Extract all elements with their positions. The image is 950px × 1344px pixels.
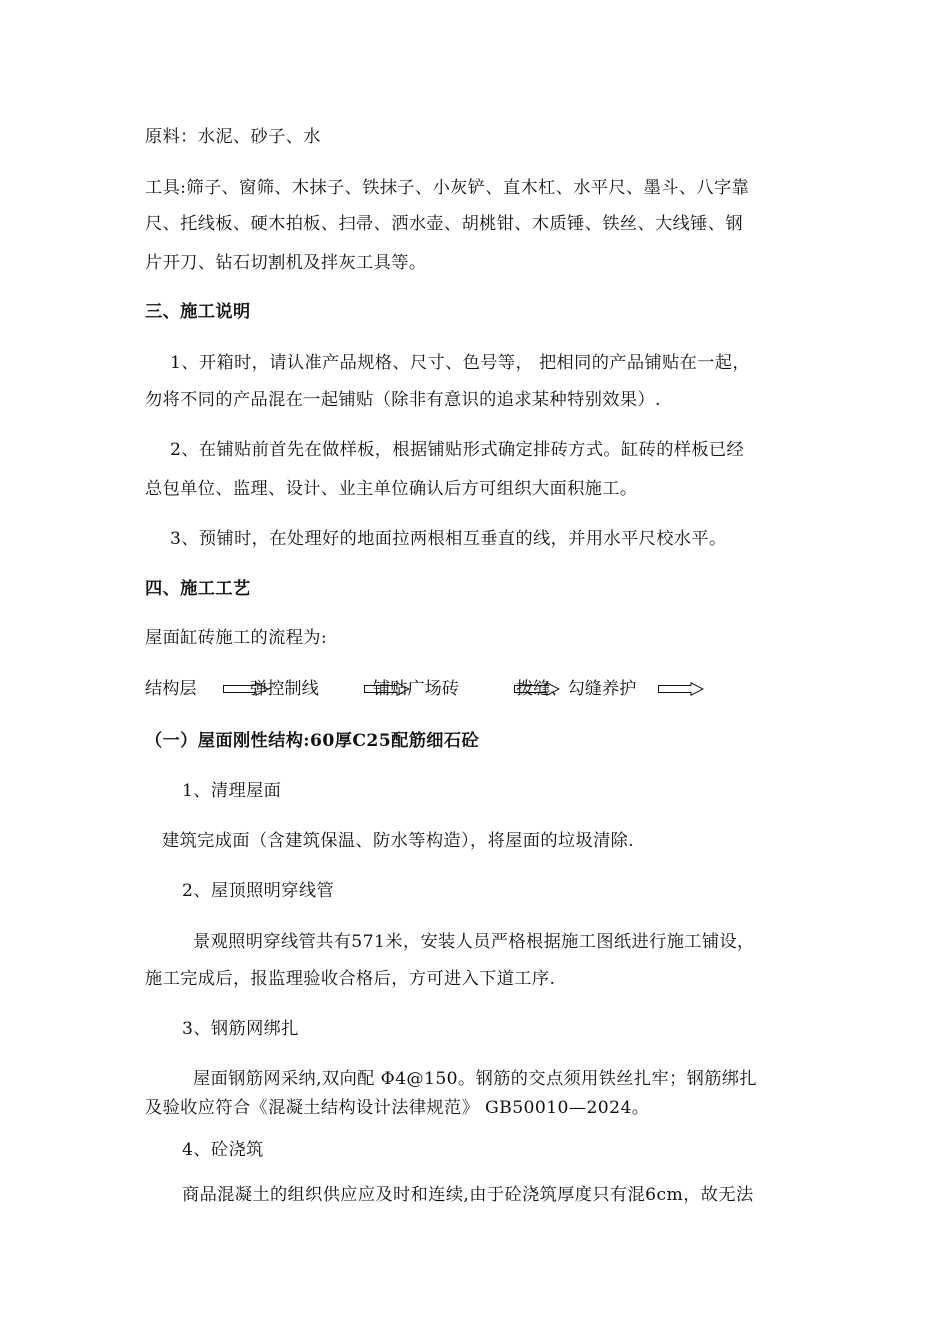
flow-step-lay-tiles: 铺贴广场砖 <box>373 679 459 699</box>
step-1-heading: 1、清理屋面 <box>182 781 282 801</box>
tools-line-3: 片开刀、钻石切割机及拌灰工具等。 <box>145 253 427 273</box>
note-2-line-1: 2、在铺贴前首先在做样板，根据铺贴形式确定排砖方式。缸砖的样板已经 <box>170 440 745 460</box>
section-heading-process: 四、施工工艺 <box>145 579 251 599</box>
flow-step-structure: 结构层 <box>145 679 197 699</box>
note-3-line: 3、预铺时，在处理好的地面拉两根相互垂直的线，并用水平尺校水平。 <box>170 529 727 549</box>
section-heading-construction-notes: 三、施工说明 <box>145 302 251 322</box>
step-4-body-line-1: 商品混凝土的组织供应应及时和连续,由于砼浇筑厚度只有混6cm，故无法 <box>182 1185 754 1205</box>
flow-step-control-line: 弹控制线 <box>250 679 319 699</box>
materials-line: 原料：水泥、砂子、水 <box>145 127 321 147</box>
note-1-line-1: 1、开箱时，请认准产品规格、尺寸、色号等， 把相同的产品铺贴在一起， <box>170 353 751 373</box>
step-2-body-line-2: 施工完成后，报监理验收合格后，方可进入下道工序. <box>145 969 556 989</box>
step-3-body-line-1: 屋面钢筋网采纳,双向配 Φ4@150。钢筋的交点须用铁丝扎牢；钢筋绑扎 <box>193 1069 758 1089</box>
note-1-line-2: 勿将不同的产品混在一起铺贴（除非有意识的追求某种特别效果）. <box>145 390 661 410</box>
flow-arrow-icon <box>658 682 704 696</box>
step-4-heading: 4、砼浇筑 <box>182 1140 264 1160</box>
step-3-heading: 3、钢筋网绑扎 <box>182 1019 299 1039</box>
step-3-body-line-2: 及验收应符合《混凝土结构设计法律规范》 GB50010—2024。 <box>145 1098 650 1118</box>
tools-line-1: 工具:筛子、窗筛、木抹子、铁抹子、小灰铲、直木杠、水平尺、墨斗、八字靠 <box>145 178 750 198</box>
step-2-body-line-1: 景观照明穿线管共有571米，安装人员严格根据施工图纸进行施工铺设， <box>193 932 755 952</box>
tools-line-2: 尺、托线板、硬木拍板、扫帚、洒水壶、胡桃钳、木质锤、铁丝、大线锤、钢 <box>145 214 743 234</box>
flow-step-jointing-curing: 拨缝、勾缝养护 <box>516 679 637 699</box>
step-2-heading: 2、屋顶照明穿线管 <box>182 881 335 901</box>
process-intro: 屋面缸砖施工的流程为: <box>145 628 328 648</box>
subsection-heading-rigid-structure: （一）屋面刚性结构:60厚C25配筋细石砼 <box>145 731 480 751</box>
note-2-line-2: 总包单位、监理、设计、业主单位确认后方可组织大面积施工。 <box>145 479 638 499</box>
step-1-body: 建筑完成面（含建筑保温、防水等构造），将屋面的垃圾清除. <box>162 831 635 851</box>
